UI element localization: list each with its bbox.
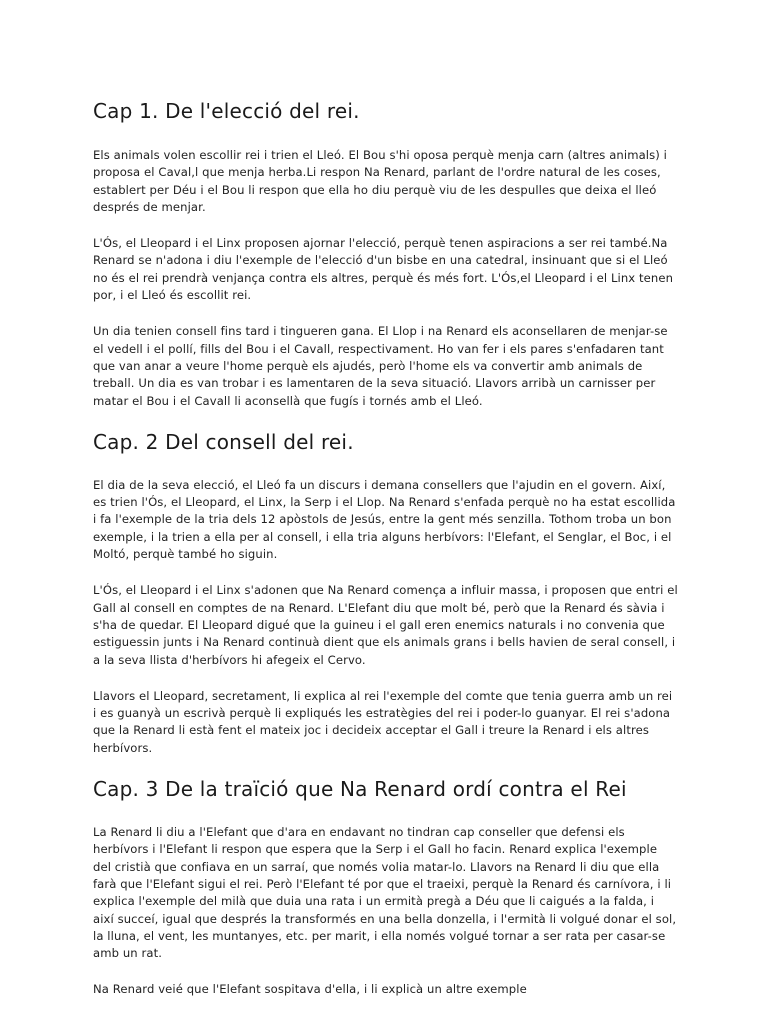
chapter-3-paragraph-1: La Renard li diu a l'Elefant que d'ara en endavant no tindran cap conseller que defensi els herbívors i l'Elefant li respon que espera que la Serp i el Gall ho facin. Renard explica l'exemple del cristià que confiava en un sarraí, que només volia matar-lo. Llavors na Renard li diu que ella farà que l'Elefant sigui el rei. Però l'Elefant té por que el traeixi, perquè la Renard és carnívora, i li explica l'exemple del milà que duia una rata i un ermità pregà a Déu que li caigués a la falda, i així succeí, igual que després la transformés en una bella donzella, i l'ermità li volgué donar el sol, la lluna, el vent, les muntanyes, etc. per marit, i ella només volgué tornar a ser rata per casar-se amb un rat.: [93, 825, 677, 961]
chapter-2-paragraph-2: L'Ós, el Lleopard i el Linx s'adonen que Na Renard comença a influir massa, i proposen que entri el Gall al consell en comptes de na Renard. L'Elefant diu que molt bé, però que la Renard és sàvia i s'ha de quedar. El Lleopard digué que la guineu i el gall eren enemics naturals i no convenia que estiguessin junts i Na Renard continuà dient que els animals grans i bells havien de seral consell, i a la seva llista d'herbívors hi afegeix el Cervo.: [93, 583, 678, 667]
chapter-1-heading: Cap 1. De l'elecció del rei.: [93, 99, 360, 123]
chapter-2-paragraph-1: El dia de la seva elecció, el Lleó fa un discurs i demana consellers que l'ajudin en el govern. Així, es trien l'Ós, el Lleopard, el Linx, la Serp i el Llop. Na Renard s'enfada perquè no ha estat escollida i fa l'exemple de la tria dels 12 apòstols de Jesús, entre la gent més senzilla. Tothom troba un bon exemple, i la trien a ella per al consell, i ella tria alguns herbívors: l'Elefant, el Senglar, el Boc, i el Moltó, perquè també ho siguin.: [93, 477, 676, 562]
chapter-3-heading: Cap. 3 De la traïció que Na Renard ordí contra el Rei: [93, 777, 627, 802]
chapter-2-heading: Cap. 2 Del consell del rei.: [93, 429, 354, 454]
chapter-1-paragraph-1: Els animals volen escollir rei i trien el Lleó. El Bou s'hi oposa perquè menja carn (altres animals) i proposa el Caval,l que menja herba.Li respon Na Renard, parlant de l'ordre natural de les coses, establert per Déu i el Bou li respon que ella ho diu perquè viu de les despulles que deixa el lleó després de menjar.: [93, 148, 667, 214]
chapter-3-paragraph-2: Na Renard veié que l'Elefant sospitava d'ella, i li explicà un altre exemple: [93, 982, 527, 997]
chapter-2-paragraph-3: Llavors el Lleopard, secretament, li explica al rei l'exemple del comte que tenia guerra amb un rei i es guanyà un escrivà perquè li expliqués les estratègies del rei i poder-lo guanyar. El rei s'adona que la Renard li està fent el mateix joc i decideix acceptar el Gall i treure la Renard i els altres herbívors.: [93, 688, 673, 755]
chapter-1-paragraph-3: Un dia tenien consell fins tard i tingueren gana. El Llop i na Renard els aconsellaren de menjar-se el vedell i el pollí, fills del Bou i el Cavall, respectivament. Ho van fer i els pares s'enfadaren tant que van anar a veure l'home perquè els ajudés, però l'home els va convertir amb animals de treball. Un dia es van trobar i es lamentaren de la seva situació. Llavors arribà un carnisser per matar el Bou i el Cavall li aconsellà que fugís i tornés amb el Lleó.: [93, 324, 668, 408]
chapter-1-paragraph-2: L'Ós, el Lleopard i el Linx proposen ajornar l'elecció, perquè tenen aspiracions a ser rei també.Na Renard se n'adona i diu l'exemple de l'elecció d'un bisbe en una catedral, insinuant que si el Lleó no és el rei prendrà venjança contra els altres, perquè és més fort. L'Ós,el Lleopard i el Linx tenen por, i el Lleó és escollit rei.: [93, 236, 674, 303]
